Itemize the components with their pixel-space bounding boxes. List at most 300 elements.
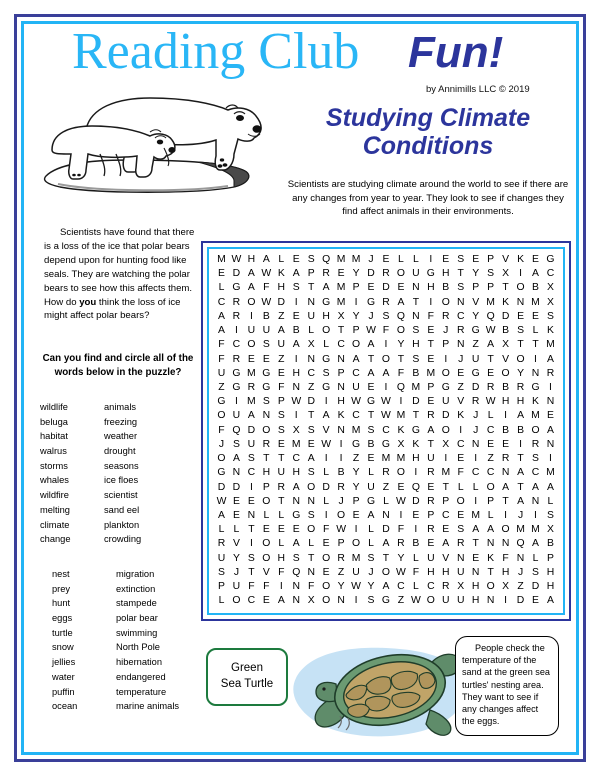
puzzle-letter[interactable]: W (291, 396, 302, 408)
puzzle-letter[interactable]: U (367, 481, 375, 493)
puzzle-letter[interactable]: W (381, 410, 391, 422)
puzzle-letter[interactable]: R (337, 552, 345, 564)
puzzle-letter[interactable]: Q (516, 538, 525, 550)
puzzle-letter[interactable]: R (427, 524, 435, 536)
puzzle-letter[interactable]: E (457, 367, 465, 379)
puzzle-letter[interactable]: E (247, 495, 255, 507)
puzzle-letter[interactable]: B (532, 282, 539, 294)
puzzle-letter[interactable]: G (217, 396, 226, 408)
puzzle-letter[interactable]: B (546, 538, 554, 550)
puzzle-letter[interactable]: I (474, 495, 478, 507)
puzzle-letter[interactable]: A (442, 538, 450, 550)
puzzle-letter[interactable]: O (337, 509, 346, 521)
puzzle-letter[interactable]: U (456, 566, 465, 578)
puzzle-letter[interactable]: L (278, 254, 285, 265)
puzzle-letter[interactable]: T (457, 268, 464, 280)
puzzle-letter[interactable]: M (336, 282, 346, 294)
puzzle-letter[interactable]: F (218, 424, 225, 436)
puzzle-letter[interactable]: E (457, 453, 465, 465)
puzzle-letter[interactable]: C (456, 438, 465, 450)
puzzle-letter[interactable]: Y (352, 268, 360, 280)
puzzle-letter[interactable]: O (262, 552, 271, 564)
puzzle-letter[interactable]: O (516, 282, 525, 294)
puzzle-letter[interactable]: K (487, 552, 495, 564)
puzzle-letter[interactable]: J (233, 566, 240, 578)
puzzle-letter[interactable]: E (277, 438, 285, 450)
puzzle-letter[interactable]: H (322, 310, 330, 322)
puzzle-letter[interactable]: A (517, 410, 524, 422)
puzzle-letter[interactable]: I (249, 538, 253, 550)
puzzle-letter[interactable]: S (382, 310, 390, 322)
puzzle-letter[interactable]: L (368, 467, 374, 479)
puzzle-letter[interactable]: G (381, 595, 390, 607)
puzzle-letter[interactable]: L (218, 524, 225, 536)
puzzle-letter[interactable]: I (339, 453, 343, 465)
puzzle-letter[interactable]: E (292, 524, 300, 536)
puzzle-letter[interactable]: O (486, 581, 495, 593)
puzzle-letter[interactable]: A (367, 509, 375, 521)
puzzle-letter[interactable]: G (471, 367, 480, 379)
puzzle-letter[interactable]: I (384, 381, 388, 393)
puzzle-letter[interactable]: N (456, 552, 465, 564)
puzzle-letter[interactable]: P (487, 254, 495, 265)
puzzle-letter[interactable]: F (278, 381, 285, 393)
puzzle-letter[interactable]: N (292, 495, 300, 507)
puzzle-letter[interactable]: H (546, 566, 555, 578)
puzzle-letter[interactable]: P (352, 282, 360, 294)
puzzle-letter[interactable]: I (279, 581, 283, 593)
puzzle-letter[interactable]: X (397, 438, 405, 450)
puzzle-letter[interactable]: J (218, 438, 225, 450)
puzzle-letter[interactable]: Z (472, 339, 479, 351)
puzzle-letter[interactable]: R (337, 481, 345, 493)
puzzle-letter[interactable]: X (546, 296, 554, 308)
puzzle-letter[interactable]: U (262, 325, 271, 337)
puzzle-letter[interactable]: I (504, 509, 508, 521)
puzzle-letter[interactable]: A (322, 282, 330, 294)
puzzle-letter[interactable]: C (442, 509, 450, 521)
puzzle-letter[interactable]: I (444, 453, 448, 465)
puzzle-letter[interactable]: R (247, 381, 256, 393)
puzzle-letter[interactable]: Z (397, 595, 405, 607)
puzzle-letter[interactable]: Q (396, 381, 405, 393)
puzzle-letter[interactable]: N (292, 381, 300, 393)
puzzle-letter[interactable]: L (323, 495, 330, 507)
puzzle-letter[interactable]: A (382, 538, 390, 550)
puzzle-letter[interactable]: F (263, 581, 270, 593)
puzzle-letter[interactable]: T (502, 495, 509, 507)
puzzle-letter[interactable]: R (322, 268, 330, 280)
puzzle-letter[interactable]: S (367, 424, 375, 436)
puzzle-letter[interactable]: T (367, 410, 375, 422)
puzzle-letter[interactable]: P (472, 282, 480, 294)
puzzle-letter[interactable]: D (277, 296, 286, 308)
puzzle-letter[interactable]: N (412, 310, 420, 322)
puzzle-letter[interactable]: E (322, 566, 330, 578)
puzzle-letter[interactable]: A (487, 524, 495, 536)
puzzle-letter[interactable]: I (354, 296, 358, 308)
puzzle-letter[interactable]: S (517, 325, 524, 337)
puzzle-letter[interactable]: E (262, 353, 270, 365)
puzzle-letter[interactable]: N (232, 467, 241, 479)
puzzle-letter[interactable]: G (232, 367, 241, 379)
puzzle-letter[interactable]: I (294, 296, 298, 308)
puzzle-letter[interactable]: L (487, 410, 494, 422)
puzzle-letter[interactable]: I (474, 453, 478, 465)
puzzle-letter[interactable]: A (277, 595, 285, 607)
puzzle-letter[interactable]: K (517, 254, 524, 265)
puzzle-letter[interactable]: E (427, 396, 435, 408)
puzzle-letter[interactable]: V (442, 552, 450, 564)
puzzle-letter[interactable]: E (367, 453, 375, 465)
puzzle-letter[interactable]: M (471, 509, 480, 521)
puzzle-letter[interactable]: S (307, 424, 315, 436)
puzzle-letter[interactable]: M (336, 254, 346, 265)
puzzle-letter[interactable]: E (502, 438, 510, 450)
puzzle-letter[interactable]: M (531, 410, 540, 422)
puzzle-letter[interactable]: R (232, 353, 241, 365)
puzzle-letter[interactable]: W (381, 396, 391, 408)
puzzle-letter[interactable]: O (441, 367, 450, 379)
puzzle-letter[interactable]: Y (337, 581, 345, 593)
puzzle-letter[interactable]: M (516, 524, 525, 536)
puzzle-letter[interactable]: I (234, 396, 238, 408)
puzzle-letter[interactable]: W (231, 254, 242, 265)
puzzle-letter[interactable]: E (262, 595, 270, 607)
puzzle-letter[interactable]: W (485, 396, 496, 408)
puzzle-letter[interactable]: S (307, 509, 315, 521)
puzzle-letter[interactable]: O (501, 524, 510, 536)
puzzle-letter[interactable]: X (307, 339, 315, 351)
puzzle-letter[interactable]: N (546, 438, 555, 450)
puzzle-letter[interactable]: I (294, 410, 298, 422)
puzzle-letter[interactable]: T (308, 282, 315, 294)
puzzle-letter[interactable]: U (247, 438, 256, 450)
puzzle-letter[interactable]: A (367, 367, 375, 379)
puzzle-letter[interactable]: B (502, 325, 510, 337)
word-search-puzzle[interactable] (201, 241, 571, 621)
puzzle-letter[interactable]: A (532, 538, 539, 550)
puzzle-letter[interactable]: X (502, 581, 510, 593)
puzzle-letter[interactable]: S (367, 595, 375, 607)
puzzle-letter[interactable]: W (396, 495, 406, 507)
puzzle-letter[interactable]: S (412, 325, 420, 337)
puzzle-letter[interactable]: N (382, 509, 390, 521)
puzzle-letter[interactable]: Q (486, 310, 495, 322)
puzzle-letter[interactable]: Z (308, 381, 315, 393)
puzzle-letter[interactable]: S (546, 310, 554, 322)
puzzle-letter[interactable]: P (352, 325, 360, 337)
puzzle-letter[interactable]: P (487, 495, 495, 507)
puzzle-letter[interactable]: O (322, 552, 331, 564)
puzzle-letter[interactable]: N (292, 595, 300, 607)
puzzle-letter[interactable]: L (308, 325, 315, 337)
puzzle-letter[interactable]: P (487, 282, 495, 294)
puzzle-letter[interactable]: H (412, 453, 420, 465)
puzzle-letter[interactable]: H (471, 595, 480, 607)
puzzle-letter[interactable]: T (487, 353, 494, 365)
puzzle-letter[interactable]: P (337, 367, 345, 379)
puzzle-letter[interactable]: I (399, 396, 403, 408)
puzzle-letter[interactable]: O (381, 566, 390, 578)
puzzle-letter[interactable]: U (277, 467, 286, 479)
puzzle-letter[interactable]: A (367, 339, 375, 351)
puzzle-letter[interactable]: D (501, 310, 510, 322)
puzzle-letter[interactable]: X (502, 268, 510, 280)
puzzle-letter[interactable]: F (382, 325, 390, 337)
puzzle-letter[interactable]: F (397, 524, 405, 536)
puzzle-letter[interactable]: N (292, 581, 300, 593)
puzzle-letter[interactable]: C (247, 595, 256, 607)
puzzle-letter[interactable]: H (337, 396, 345, 408)
puzzle-letter[interactable]: M (486, 296, 495, 308)
puzzle-letter[interactable]: R (232, 310, 241, 322)
puzzle-letter[interactable]: R (217, 538, 226, 550)
puzzle-letter[interactable]: R (456, 325, 465, 337)
puzzle-letter[interactable]: E (427, 325, 435, 337)
puzzle-letter[interactable]: Z (352, 453, 360, 465)
puzzle-letter[interactable]: N (516, 296, 525, 308)
puzzle-letter[interactable]: T (337, 325, 345, 337)
puzzle-letter[interactable]: V (502, 353, 510, 365)
puzzle-letter[interactable]: E (382, 254, 390, 265)
puzzle-letter[interactable]: X (337, 310, 345, 322)
puzzle-letter[interactable]: T (278, 495, 285, 507)
puzzle-letter[interactable]: I (234, 325, 238, 337)
puzzle-letter[interactable]: J (368, 310, 374, 322)
puzzle-letter[interactable]: V (322, 424, 330, 436)
puzzle-letter[interactable]: J (517, 509, 524, 521)
puzzle-letter[interactable]: K (502, 296, 510, 308)
puzzle-letter[interactable]: I (414, 524, 418, 536)
puzzle-letter[interactable]: G (262, 367, 271, 379)
puzzle-letter[interactable]: W (261, 268, 272, 280)
puzzle-letter[interactable]: T (472, 538, 479, 550)
puzzle-letter[interactable]: D (516, 595, 525, 607)
puzzle-letter[interactable]: C (352, 367, 360, 379)
puzzle-letter[interactable]: E (472, 254, 480, 265)
puzzle-letter[interactable]: H (292, 467, 300, 479)
puzzle-letter[interactable]: B (292, 325, 300, 337)
puzzle-letter[interactable]: B (262, 310, 270, 322)
puzzle-letter[interactable]: X (292, 424, 300, 436)
puzzle-letter[interactable]: S (546, 509, 554, 521)
puzzle-letter[interactable]: O (322, 595, 331, 607)
puzzle-letter[interactable]: R (442, 581, 450, 593)
puzzle-letter[interactable]: V (232, 538, 240, 550)
puzzle-letter[interactable]: R (382, 467, 390, 479)
puzzle-letter[interactable]: X (502, 339, 510, 351)
puzzle-letter[interactable]: M (546, 467, 555, 479)
puzzle-letter[interactable]: O (531, 424, 540, 436)
puzzle-letter[interactable]: M (351, 254, 361, 265)
puzzle-letter[interactable]: W (396, 566, 406, 578)
puzzle-letter[interactable]: G (366, 495, 376, 507)
puzzle-letter[interactable]: H (427, 566, 435, 578)
puzzle-letter[interactable]: E (442, 254, 450, 265)
puzzle-letter[interactable]: N (247, 509, 256, 521)
puzzle-letter[interactable]: G (546, 254, 555, 265)
puzzle-letter[interactable]: A (247, 410, 255, 422)
puzzle-letter[interactable]: M (441, 467, 451, 479)
puzzle-letter[interactable]: O (396, 268, 405, 280)
puzzle-letter[interactable]: D (412, 396, 420, 408)
puzzle-letter[interactable]: T (502, 282, 509, 294)
puzzle-letter[interactable]: A (472, 524, 480, 536)
puzzle-letter[interactable]: N (516, 552, 525, 564)
puzzle-letter[interactable]: J (473, 410, 479, 422)
puzzle-letter[interactable]: T (397, 353, 405, 365)
puzzle-letter[interactable]: Z (278, 310, 285, 322)
puzzle-letter[interactable]: S (457, 254, 465, 265)
puzzle-letter[interactable]: E (427, 353, 435, 365)
puzzle-letter[interactable]: M (411, 381, 421, 393)
puzzle-letter[interactable]: C (292, 453, 300, 465)
puzzle-letter[interactable]: T (487, 566, 494, 578)
puzzle-letter[interactable]: X (307, 595, 315, 607)
puzzle-letter[interactable]: C (352, 410, 360, 422)
puzzle-letter[interactable]: Y (352, 481, 360, 493)
puzzle-letter[interactable]: I (459, 424, 463, 436)
puzzle-letter[interactable]: E (487, 438, 495, 450)
puzzle-letter[interactable]: C (247, 467, 256, 479)
puzzle-letter[interactable]: D (442, 410, 450, 422)
puzzle-letter[interactable]: S (277, 410, 285, 422)
puzzle-letter[interactable]: P (307, 268, 315, 280)
puzzle-letter[interactable]: M (247, 396, 256, 408)
puzzle-letter[interactable]: A (247, 282, 255, 294)
puzzle-letter[interactable]: G (232, 381, 241, 393)
puzzle-letter[interactable]: D (382, 524, 390, 536)
puzzle-letter[interactable]: X (546, 524, 554, 536)
puzzle-letter[interactable]: R (427, 467, 435, 479)
puzzle-letter[interactable]: Y (397, 552, 405, 564)
puzzle-letter[interactable]: U (217, 552, 226, 564)
puzzle-letter[interactable]: X (457, 581, 465, 593)
puzzle-letter[interactable]: A (218, 325, 225, 337)
puzzle-letter[interactable]: E (292, 310, 300, 322)
puzzle-letter[interactable]: B (502, 381, 510, 393)
puzzle-letter[interactable]: U (352, 566, 360, 578)
puzzle-letter[interactable]: C (456, 310, 465, 322)
puzzle-letter[interactable]: C (486, 424, 495, 436)
puzzle-letter[interactable]: N (412, 282, 420, 294)
puzzle-letter[interactable]: O (307, 524, 316, 536)
puzzle-letter[interactable]: G (232, 282, 241, 294)
puzzle-letter[interactable]: L (457, 481, 464, 493)
puzzle-letter[interactable]: O (396, 325, 405, 337)
puzzle-letter[interactable]: S (412, 353, 420, 365)
puzzle-letter[interactable]: H (471, 581, 480, 593)
puzzle-letter[interactable]: I (549, 381, 552, 393)
puzzle-letter[interactable]: K (397, 424, 405, 436)
puzzle-letter[interactable]: S (457, 524, 465, 536)
puzzle-letter[interactable]: A (546, 424, 554, 436)
puzzle-letter[interactable]: G (292, 509, 301, 521)
puzzle-letter[interactable]: B (502, 424, 510, 436)
puzzle-letter[interactable]: R (442, 310, 450, 322)
puzzle-letter[interactable]: H (277, 282, 286, 294)
puzzle-letter[interactable]: T (248, 524, 255, 536)
puzzle-letter[interactable]: Z (337, 566, 345, 578)
puzzle-letter[interactable]: Y (232, 552, 240, 564)
puzzle-letter[interactable]: A (232, 453, 240, 465)
puzzle-letter[interactable]: G (322, 296, 331, 308)
puzzle-letter[interactable]: K (546, 325, 554, 337)
puzzle-letter[interactable]: G (366, 296, 376, 308)
puzzle-letter[interactable]: F (218, 339, 225, 351)
puzzle-letter[interactable]: M (351, 424, 361, 436)
puzzle-letter[interactable]: D (367, 268, 375, 280)
puzzle-letter[interactable]: E (277, 367, 285, 379)
puzzle-letter[interactable]: N (531, 367, 540, 379)
puzzle-letter[interactable]: I (549, 453, 552, 465)
puzzle-letter[interactable]: A (532, 481, 539, 493)
puzzle-letter[interactable]: I (384, 339, 388, 351)
puzzle-letter[interactable]: N (531, 495, 540, 507)
puzzle-letter[interactable]: N (456, 296, 465, 308)
puzzle-letter[interactable]: T (248, 566, 255, 578)
puzzle-letter[interactable]: G (322, 381, 331, 393)
puzzle-letter[interactable]: U (442, 396, 450, 408)
puzzle-letter[interactable]: C (397, 581, 405, 593)
puzzle-letter[interactable]: I (354, 595, 358, 607)
puzzle-letter[interactable]: R (471, 396, 480, 408)
puzzle-letter[interactable]: U (412, 268, 420, 280)
puzzle-letter[interactable]: E (517, 310, 524, 322)
puzzle-letter[interactable]: T (532, 339, 539, 351)
puzzle-letter[interactable]: L (547, 495, 554, 507)
puzzle-letter[interactable]: H (501, 566, 510, 578)
puzzle-letter[interactable]: O (322, 581, 331, 593)
puzzle-letter[interactable]: N (337, 595, 345, 607)
puzzle-letter[interactable]: S (262, 396, 270, 408)
puzzle-letter[interactable]: M (396, 453, 406, 465)
puzzle-letter[interactable]: M (247, 367, 256, 379)
puzzle-letter[interactable]: L (532, 325, 539, 337)
puzzle-letter[interactable]: U (217, 367, 226, 379)
puzzle-letter[interactable]: I (249, 481, 253, 493)
puzzle-letter[interactable]: N (307, 566, 315, 578)
puzzle-letter[interactable]: U (442, 595, 450, 607)
puzzle-letter[interactable]: C (217, 296, 226, 308)
puzzle-letter[interactable]: T (308, 410, 315, 422)
puzzle-letter[interactable]: H (427, 282, 435, 294)
puzzle-letter[interactable]: O (262, 495, 271, 507)
puzzle-letter[interactable]: L (398, 254, 404, 265)
puzzle-letter[interactable]: R (546, 367, 555, 379)
puzzle-letter[interactable]: Q (322, 254, 331, 265)
puzzle-letter[interactable]: N (486, 538, 495, 550)
puzzle-letter[interactable]: E (367, 381, 375, 393)
puzzle-letter[interactable]: O (232, 595, 241, 607)
puzzle-letter[interactable]: X (546, 282, 554, 294)
puzzle-letter[interactable]: E (277, 524, 285, 536)
puzzle-letter[interactable]: R (277, 481, 286, 493)
puzzle-letter[interactable]: F (412, 566, 420, 578)
puzzle-letter[interactable]: W (410, 595, 421, 607)
puzzle-letter[interactable]: Z (278, 353, 285, 365)
puzzle-letter[interactable]: O (247, 339, 256, 351)
puzzle-letter[interactable]: Q (396, 310, 405, 322)
puzzle-letter[interactable]: T (382, 552, 390, 564)
puzzle-letter[interactable]: P (427, 509, 435, 521)
puzzle-letter[interactable]: P (277, 396, 285, 408)
puzzle-letter[interactable]: A (292, 538, 300, 550)
puzzle-letter[interactable]: E (218, 268, 225, 280)
puzzle-letter[interactable]: L (412, 552, 419, 564)
puzzle-letter[interactable]: N (486, 595, 495, 607)
